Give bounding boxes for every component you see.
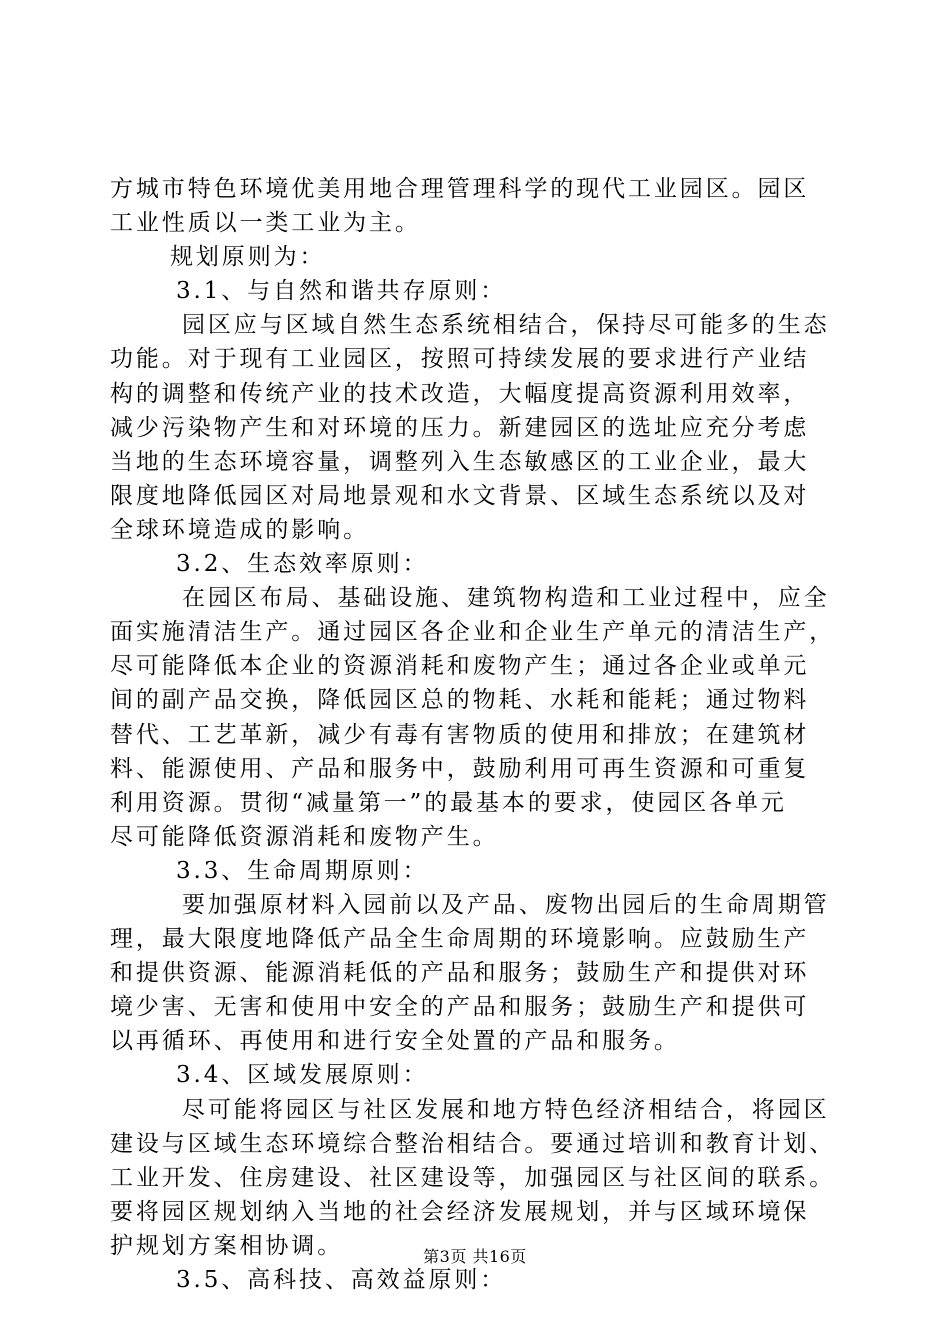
text-line: 间的副产品交换，降低园区总的物耗、水耗和能耗；通过物料 — [110, 687, 810, 714]
text-line: 利用资源。贯彻“减量第一”的最基本的要求，使园区各单元 — [110, 789, 787, 816]
text-line: 要将园区规划纳入当地的社会经济发展规划，并与区域环境保 — [110, 1198, 810, 1225]
text-line: 境少害、无害和使用中安全的产品和服务；鼓励生产和提供可 — [110, 994, 810, 1021]
text-line: 方城市特色环境优美用地合理管理科学的现代工业园区。园区 — [110, 176, 810, 202]
text-line: 尽可能降低本企业的资源消耗和废物产生；通过各企业或单元 — [110, 653, 810, 680]
text-line: 工业开发、住房建设、社区建设等，加强园区与社区间的联系。 — [110, 1164, 836, 1191]
text-line: 理，最大限度地降低产品全生命周期的环境影响。应鼓励生产 — [110, 926, 810, 953]
text-line: 3.1、与自然和谐共存原则： — [176, 278, 507, 305]
text-line: 规划原则为： — [170, 244, 326, 271]
text-line: 替代、工艺革新，减少有毒有害物质的使用和排放；在建筑材 — [110, 721, 810, 748]
text-line: 护规划方案相协调。 — [110, 1232, 344, 1259]
text-line: 限度地降低园区对局地景观和水文背景、区域生态系统以及对 — [110, 482, 810, 509]
text-line: 3.5、高科技、高效益原则： — [176, 1267, 507, 1293]
text-line: 建设与区域生态环境综合整治相结合。要通过培训和教育计划、 — [110, 1130, 836, 1157]
text-line: 减少污染物产生和对环境的压力。新建园区的选址应充分考虑 — [110, 414, 810, 441]
page-footer: 第3页 共16页 — [423, 1247, 527, 1266]
text-line: 尽可能降低资源消耗和废物产生。 — [110, 823, 499, 850]
text-line: 构的调整和传统产业的技术改造，大幅度提高资源利用效率， — [110, 380, 810, 407]
text-line: 尽可能将园区与社区发展和地方特色经济相结合，将园区 — [182, 1096, 830, 1123]
text-line: 当地的生态环境容量，调整列入生态敏感区的工业企业，最大 — [110, 448, 810, 475]
text-line: 和提供资源、能源消耗低的产品和服务；鼓励生产和提供对环 — [110, 960, 810, 987]
text-line: 要加强原材料入园前以及产品、废物出园后的生命周期管 — [182, 891, 830, 918]
text-line: 3.3、生命周期原则： — [176, 857, 429, 884]
body-text — [110, 172, 840, 1297]
text-line: 园区应与区域自然生态系统相结合，保持尽可能多的生态 — [182, 312, 830, 339]
text-line: 3.4、区域发展原则： — [176, 1062, 429, 1089]
text-line: 料、能源使用、产品和服务中，鼓励利用可再生资源和可重复 — [110, 755, 810, 782]
text-line: 面实施清洁生产。通过园区各企业和企业生产单元的清洁生产， — [110, 619, 836, 646]
text-line: 全球环境造成的影响。 — [110, 516, 369, 543]
text-line: 在园区布局、基础设施、建筑物构造和工业过程中，应全 — [182, 585, 830, 612]
text-line: 功能。对于现有工业园区，按照可持续发展的要求进行产业结 — [110, 346, 810, 373]
text-line: 3.2、生态效率原则： — [176, 551, 429, 578]
text-line: 以再循环、再使用和进行安全处置的产品和服务。 — [110, 1028, 680, 1055]
text-line: 工业性质以一类工业为主。 — [110, 210, 421, 237]
